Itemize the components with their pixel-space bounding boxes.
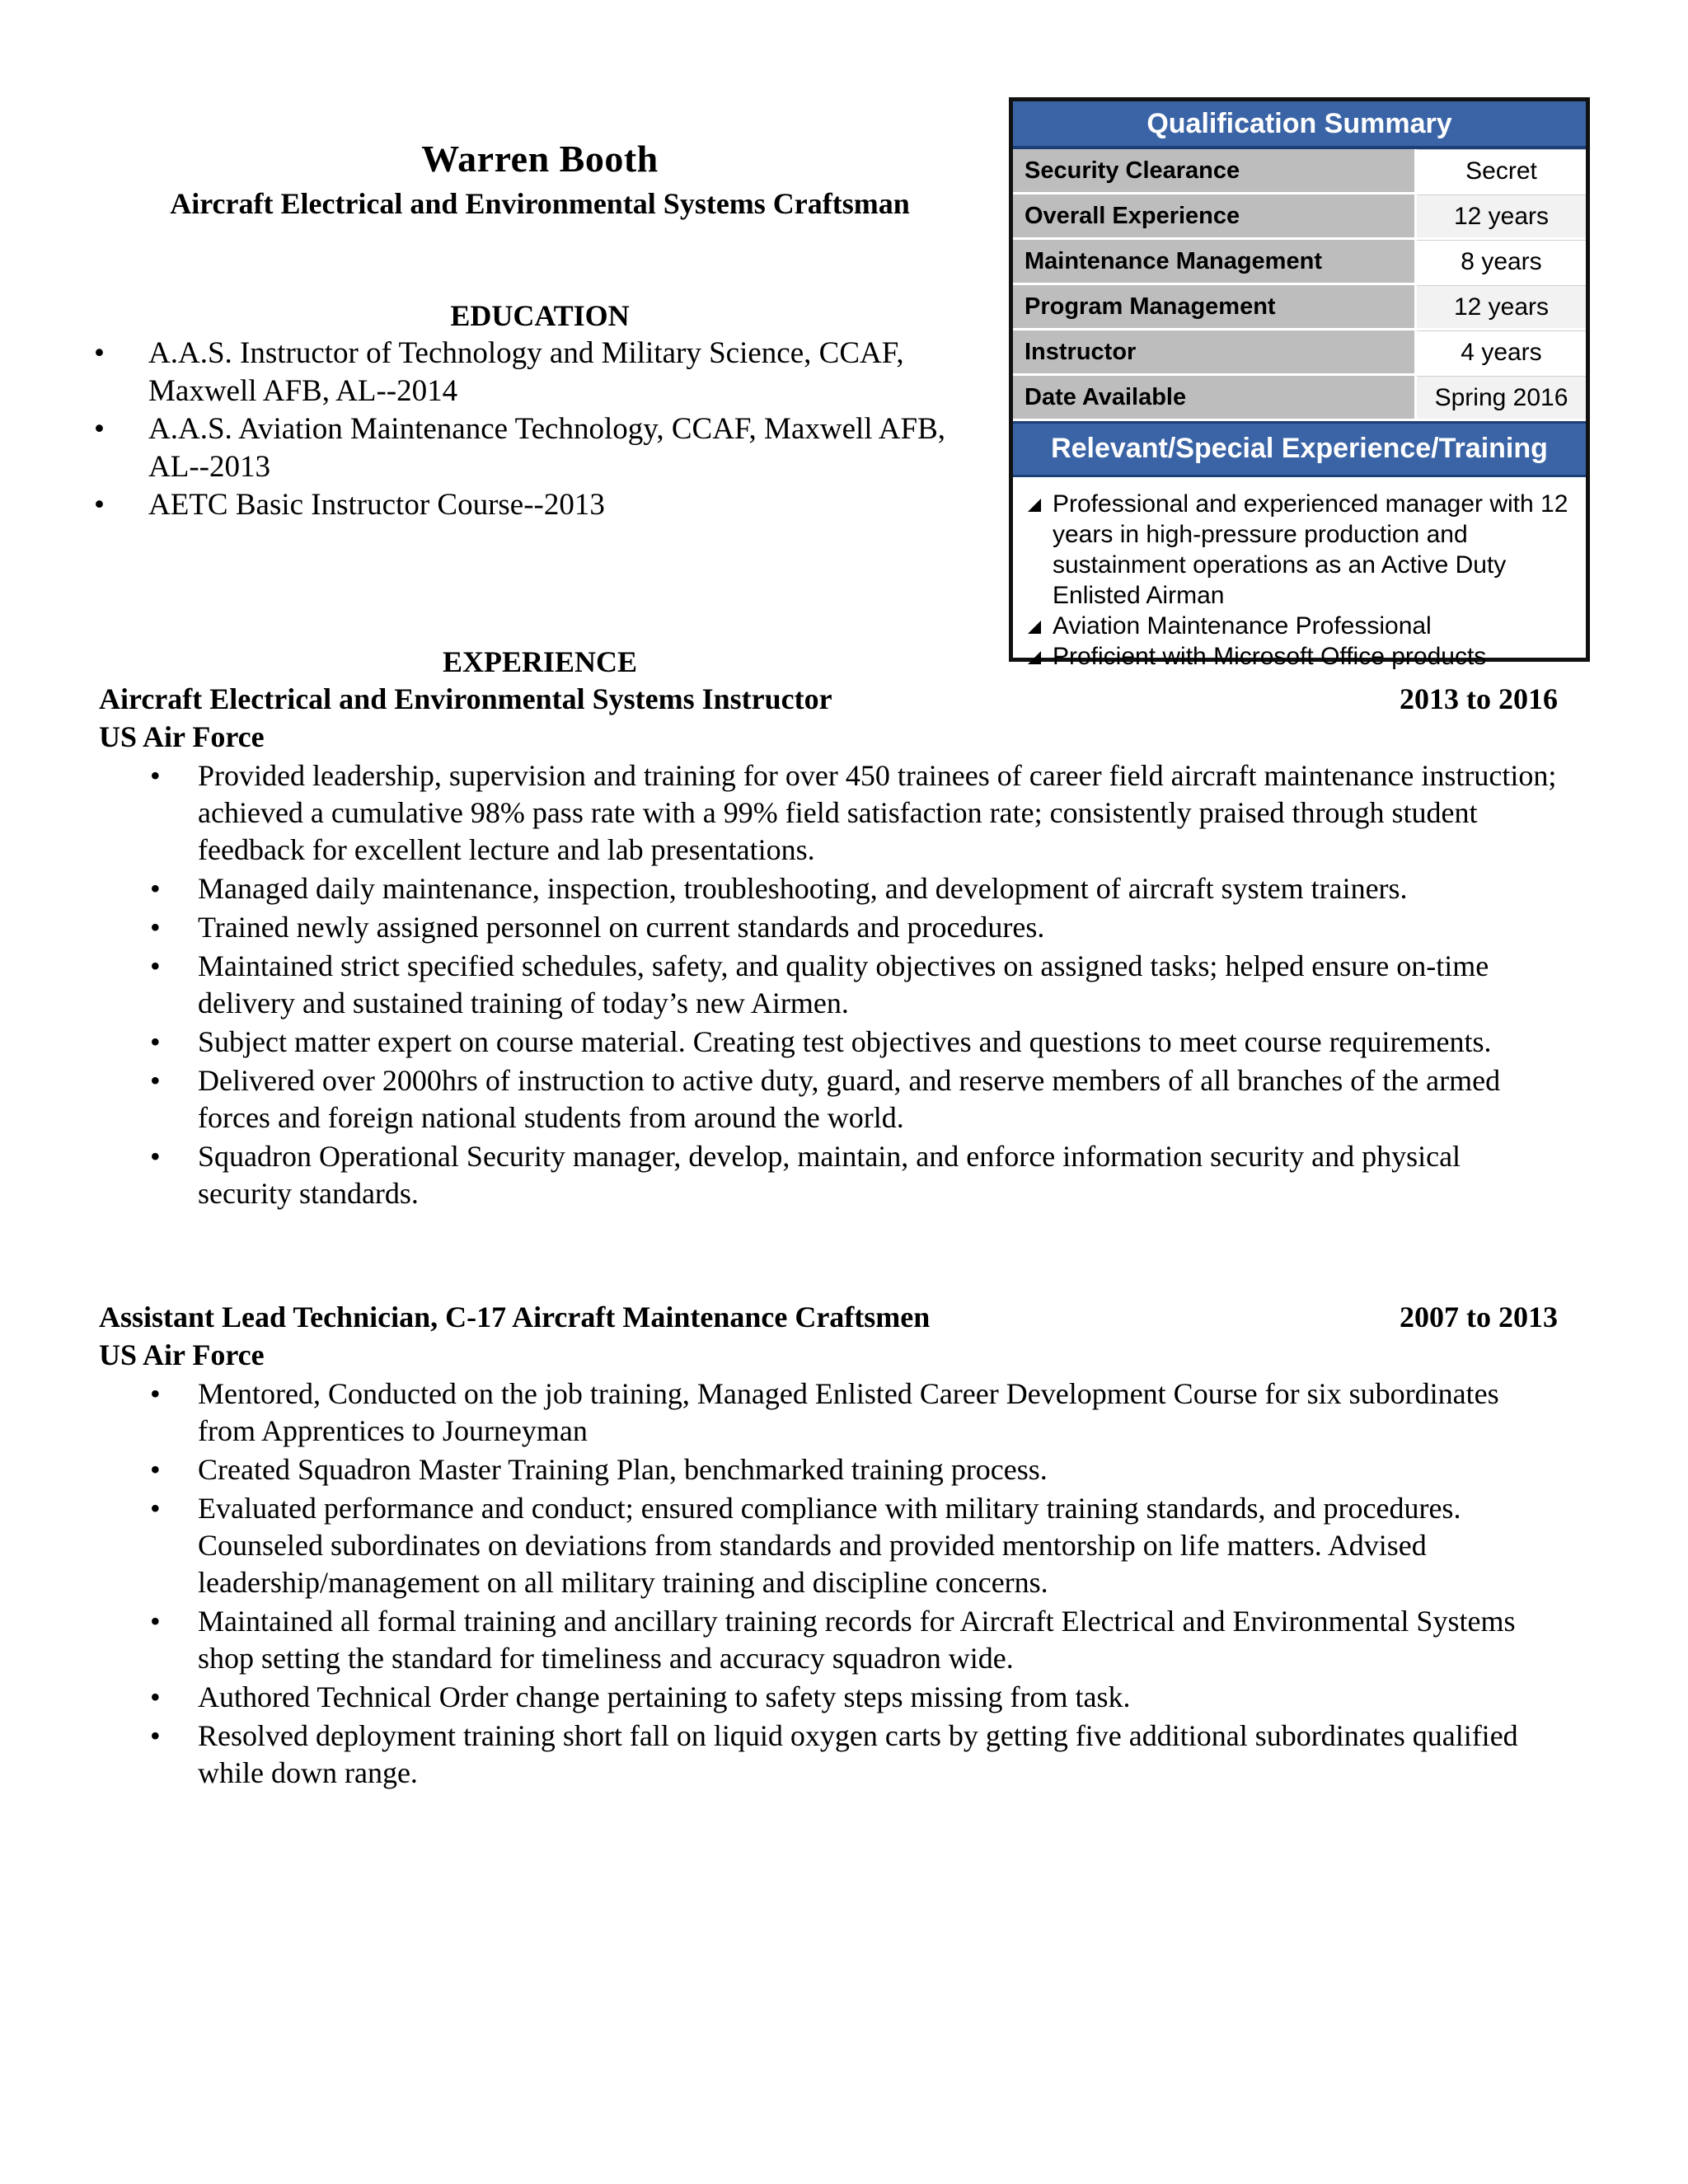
qualification-value: Secret: [1417, 149, 1586, 192]
job-dates: 2013 to 2016: [1400, 682, 1558, 715]
job-bullet: • Mentored, Conducted on the job training, Managed Enlisted Career Development Course for six subordinates from Apprentices to Journeyman: [99, 1376, 1558, 1450]
job-organization: US Air Force: [99, 720, 265, 753]
qualification-row: [1013, 240, 1586, 285]
education-section: [91, 297, 989, 524]
job-bullet: • Provided leadership, supervision and training for over 450 trainees of career field aircraft maintenance instruction; achieved a cumulative 98% pass rate with a 99% field satisfaction rate; consistently praised through student feedback for excellent lecture and lab presentations.: [99, 757, 1558, 869]
job-bullet: • Managed daily maintenance, inspection, troubleshooting, and development of aircraft system trainers.: [99, 870, 1558, 907]
job-header: [99, 1298, 1558, 1336]
job-entry: [99, 1298, 1558, 1792]
qualification-label: Maintenance Management: [1013, 240, 1417, 283]
education-item: • A.A.S. Aviation Maintenance Technology, CCAF, Maxwell AFB, AL--2013: [91, 410, 989, 486]
job-organization: US Air Force: [99, 1338, 265, 1371]
job-bullet: • Evaluated performance and conduct; ensured compliance with military training standards, and procedures. Counseled subordinates on deviations from standards and provided mentorship on life matters. Advised leadership/management on all military training and discipline concerns.: [99, 1490, 1558, 1601]
qualification-value: 4 years: [1417, 330, 1586, 373]
experience-heading: EXPERIENCE: [442, 645, 638, 678]
job-bullet: • Squadron Operational Security manager, develop, maintain, and enforce information security and physical security standards.: [99, 1138, 1558, 1212]
qualification-label: Overall Experience: [1013, 194, 1417, 237]
education-item: • AETC Basic Instructor Course--2013: [91, 486, 989, 524]
candidate-name: Warren Booth: [421, 138, 659, 180]
qualification-label: Instructor: [1013, 330, 1417, 373]
training-item: Proficient with Microsoft Office products: [1025, 641, 1578, 672]
qualification-value: 12 years: [1417, 285, 1586, 328]
training-item: Professional and experienced manager with 12 years in high-pressure production and sustainment operations as an Active Duty Enlisted Airman: [1025, 489, 1578, 611]
job-bullet: • Maintained strict specified schedules, safety, and quality objectives on assigned tasks; helped ensure on-time delivery and sustained training of today’s new Airmen.: [99, 948, 1558, 1022]
job-bullet: • Resolved deployment training short fall on liquid oxygen carts by getting five additional subordinates qualified while down range.: [99, 1718, 1558, 1792]
qualification-row: [1013, 330, 1586, 376]
job-bullet: • Maintained all formal training and ancillary training records for Aircraft Electrical and Environmental Systems shop setting the standard for timeliness and accuracy squadron wide.: [99, 1603, 1558, 1677]
qualification-label: Security Clearance: [1013, 149, 1417, 192]
training-item: Aviation Maintenance Professional: [1025, 611, 1578, 641]
job-bullet: • Subject matter expert on course material. Creating test objectives and questions to meet course requirements.: [99, 1024, 1558, 1061]
job-bullet: • Delivered over 2000hrs of instruction to active duty, guard, and reserve members of all branches of the armed forces and foreign national students from around the world.: [99, 1062, 1558, 1137]
qualification-label: Date Available: [1013, 376, 1417, 419]
resume-header: [99, 136, 981, 223]
job-bullet: • Created Squadron Master Training Plan, benchmarked training process.: [99, 1451, 1558, 1488]
experience-section: [99, 643, 981, 681]
qualification-row: [1013, 285, 1586, 330]
qualification-label: Program Management: [1013, 285, 1417, 328]
job-bullets: [99, 757, 1558, 1212]
job-title: Assistant Lead Technician, C-17 Aircraft Maintenance Craftsmen: [99, 1301, 931, 1333]
qualification-row: [1013, 194, 1586, 240]
job-title: Aircraft Electrical and Environmental Systems Instructor: [99, 682, 832, 715]
qualification-row: [1013, 149, 1586, 194]
job-bullet: • Authored Technical Order change pertaining to safety steps missing from task.: [99, 1679, 1558, 1716]
qualification-summary-heading: Qualification Summary: [1013, 101, 1586, 149]
education-heading: EDUCATION: [450, 299, 630, 332]
qualification-summary-box: [1009, 97, 1590, 670]
qualification-value: 8 years: [1417, 240, 1586, 283]
job-entry: [99, 680, 1558, 1212]
job-dates: 2007 to 2013: [1400, 1301, 1558, 1333]
job-bullets: [99, 1376, 1558, 1792]
job-header: [99, 680, 1558, 718]
education-item: • A.A.S. Instructor of Technology and Military Science, CCAF, Maxwell AFB, AL--2014: [91, 335, 989, 410]
training-list: [1013, 477, 1586, 672]
candidate-title: Aircraft Electrical and Environmental Systems Craftsman: [170, 187, 910, 220]
job-bullet: • Trained newly assigned personnel on current standards and procedures.: [99, 909, 1558, 946]
qualification-value: Spring 2016: [1417, 376, 1586, 419]
training-heading: Relevant/Special Experience/Training: [1013, 421, 1586, 477]
qualification-row: [1013, 376, 1586, 421]
education-list: [91, 335, 989, 524]
qualification-value: 12 years: [1417, 194, 1586, 237]
